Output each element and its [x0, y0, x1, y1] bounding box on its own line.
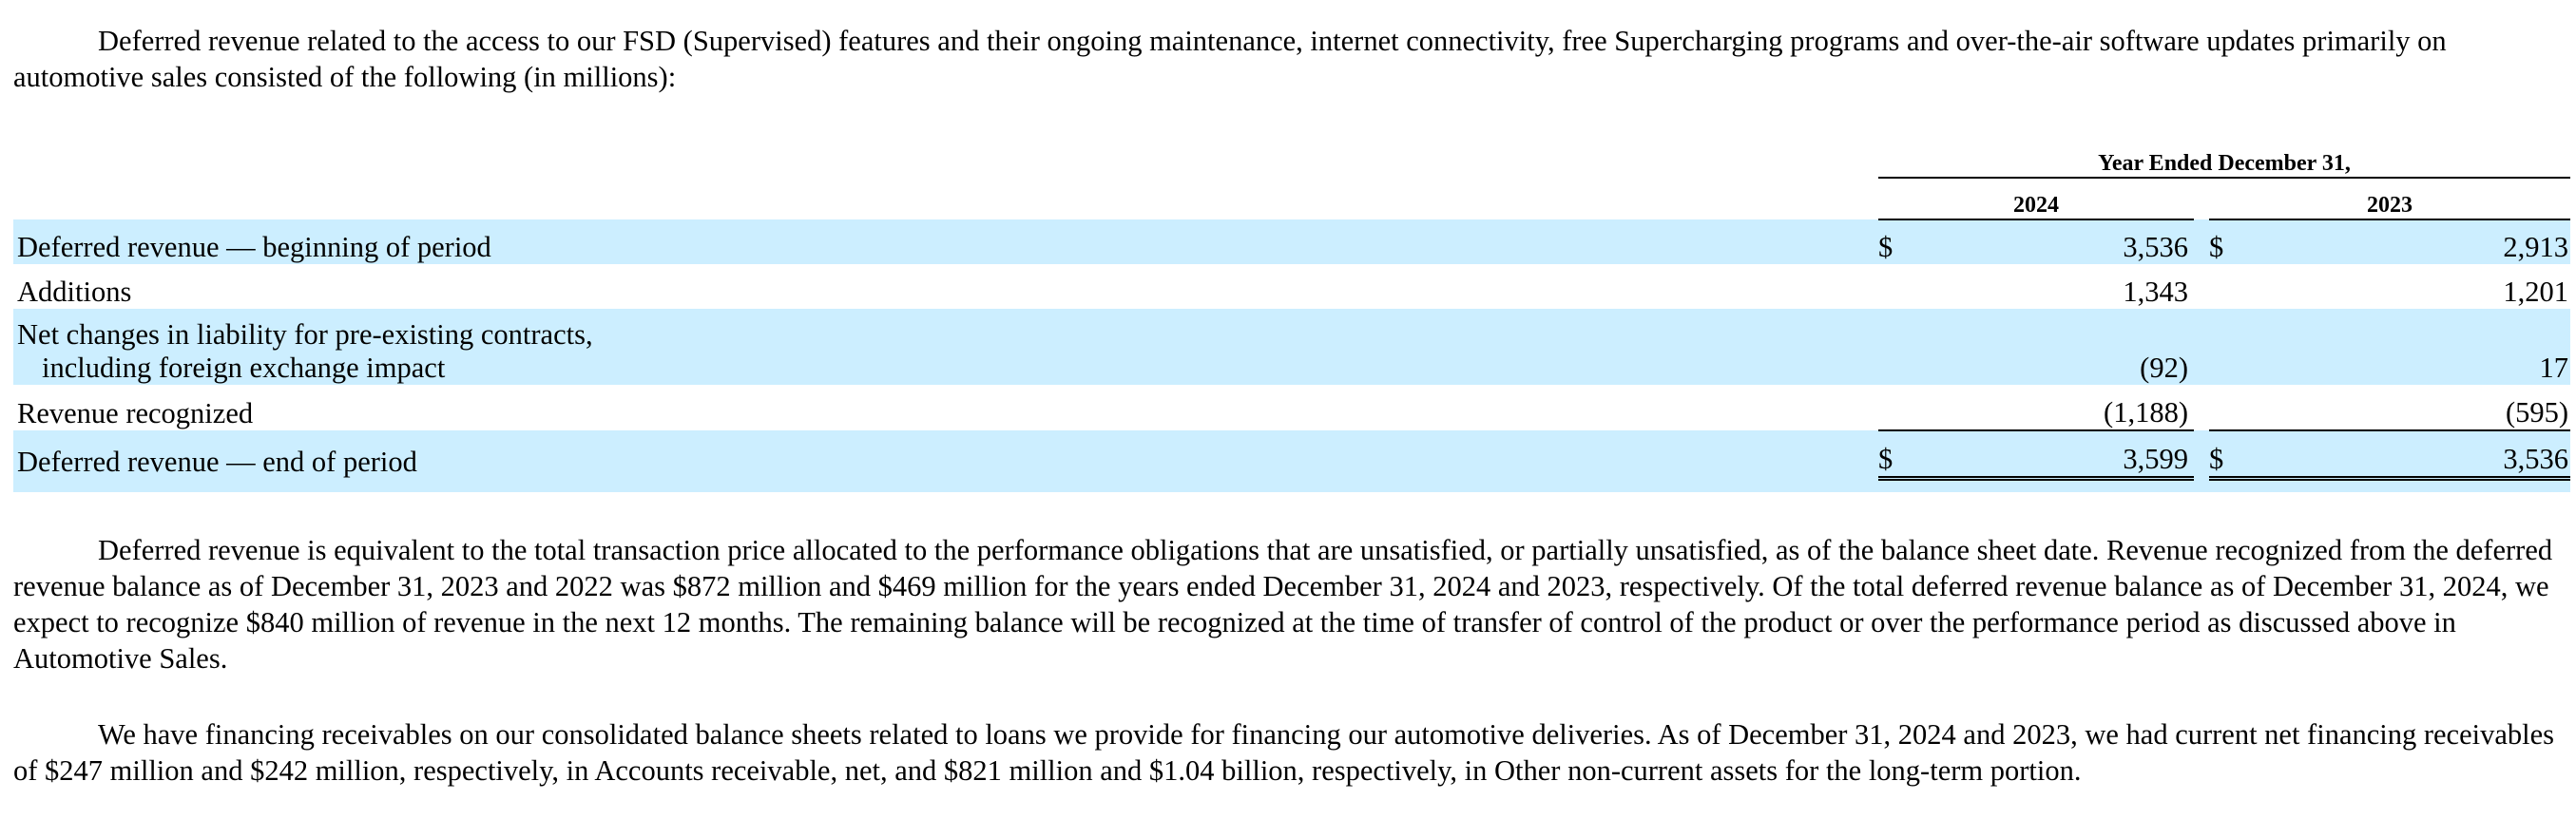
value-2023: 2,913 [2241, 219, 2570, 264]
value-2024: (92) [1911, 309, 2194, 385]
row-label: Deferred revenue — end of period [13, 430, 1878, 479]
paragraph-financing-receivables: We have financing receivables on our consolidated balance sheets related to loans we provide for financing our automotive deliveries. As of December 31, 2024 and 2023, we had current net financing receivables of $247 million and $242 million, respectively, in Accounts receivable, net, and $821 million and $1.04 billion, respectively, in Other non-current assets for the long-term portion. [13, 718, 2555, 787]
table-header-period-row [13, 141, 2570, 178]
value-2024: 3,536 [1911, 219, 2194, 264]
currency-symbol: $ [2209, 219, 2241, 264]
year-header-2024: 2024 [1878, 178, 2194, 219]
value-2023: 3,536 [2241, 430, 2570, 479]
row-label: Deferred revenue — beginning of period [13, 219, 1878, 264]
value-2023: 17 [2241, 309, 2570, 385]
table-row-spacer [13, 479, 2570, 493]
paragraph-deferred-revenue: Deferred revenue is equivalent to the total transaction price allocated to the performance obligations that are unsatisfied, or partially unsatisfied, as of the balance sheet date. Revenue recognized from the deferred revenue balance as of December 31, 2023 and 2022 was $872 million and $469 million for the years ended December 31, 2024 and 2023, respectively. Of the total deferred revenue balance as of December 31, 2024, we expect to recognize $840 million of revenue in the next 12 months. The remaining balance will be recognized at the time of transfer of control of the product or over the performance period as discussed above in Automotive Sales. [13, 534, 2553, 675]
table-header-years-row [13, 178, 2570, 219]
currency-symbol: $ [2209, 430, 2241, 479]
table-row [13, 264, 2570, 309]
deferred-revenue-table [13, 141, 2570, 492]
row-label [13, 309, 1878, 385]
table-row [13, 219, 2570, 264]
period-header: Year Ended December 31, [1878, 141, 2570, 178]
intro-paragraph: Deferred revenue related to the access to our FSD (Supervised) features and their ongoing maintenance, internet connectivity, free Supercharging programs and over-the-air software updates primarily on automotive sales consisted of the following (in millions): [13, 25, 2447, 93]
value-2024: (1,188) [2104, 396, 2188, 429]
value-2023: 1,201 [2503, 276, 2569, 308]
value-2024: 1,343 [2123, 276, 2188, 308]
value-2023: (595) [2505, 396, 2569, 429]
row-label-line1: Net changes in liability for pre-existing contracts, [17, 318, 593, 351]
currency-symbol: $ [1878, 430, 1911, 479]
year-header-2023: 2023 [2209, 178, 2570, 219]
row-label: Additions [17, 276, 132, 308]
table-row [13, 385, 2570, 430]
row-label: Revenue recognized [17, 397, 254, 429]
row-label-line2: including foreign exchange impact [42, 352, 446, 384]
value-2024: 3,599 [1911, 430, 2194, 479]
table-row [13, 309, 2570, 385]
currency-symbol: $ [1878, 219, 1911, 264]
table-row-total [13, 430, 2570, 479]
